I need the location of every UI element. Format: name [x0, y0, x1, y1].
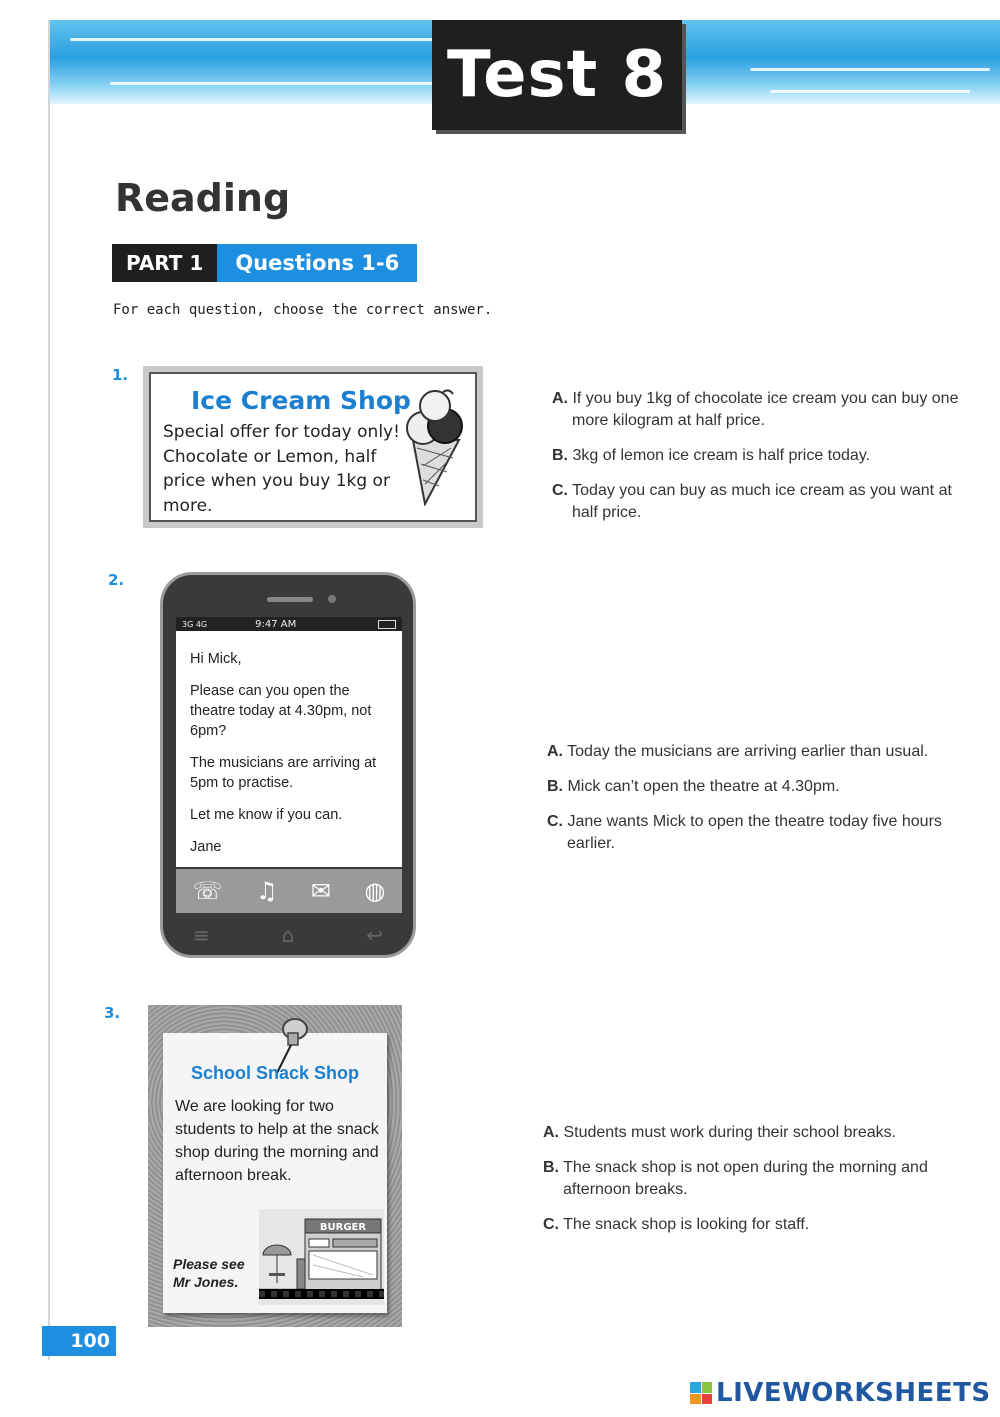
- globe-icon: ◍: [364, 877, 386, 905]
- phone-nav-bar: [193, 923, 383, 947]
- options-q2: [547, 741, 967, 868]
- test-title-box: [432, 20, 682, 130]
- logo-text: LIVEWORKSHEETS: [716, 1378, 991, 1408]
- part-label: PART 1: [112, 244, 217, 282]
- phone-status-bar: [176, 617, 402, 631]
- message-paragraph-2: The musicians are arriving at 5pm to practise.: [190, 755, 377, 791]
- phone-speaker: [267, 597, 313, 602]
- ice-cream-icon: [403, 388, 469, 506]
- test-title: Test 8: [446, 38, 668, 112]
- phone-screen: [176, 631, 402, 867]
- page-number: 100: [42, 1326, 116, 1356]
- question-number-1: 1.: [112, 366, 129, 384]
- option-b[interactable]: B. 3kg of lemon ice cream is half price today.: [552, 447, 871, 464]
- phone-camera: [328, 595, 336, 603]
- notice-text: Special offer for today only! Chocolate or Lemon, half price when you buy 1kg or more.: [163, 422, 400, 516]
- signal-icon: 3G 4G: [182, 619, 208, 629]
- instructions: For each question, choose the correct answer.: [113, 302, 493, 318]
- section-title: Reading: [115, 176, 291, 220]
- logo-mark-icon: [690, 1382, 712, 1404]
- snack-shop-notice: [163, 1033, 387, 1313]
- phone-message: [160, 572, 416, 958]
- option-b[interactable]: B. The snack shop is not open during the morning and afternoon breaks.: [543, 1159, 928, 1198]
- option-c[interactable]: C. Today you can buy as much ice cream as you want at half price.: [552, 482, 952, 521]
- phone-icon: ☏: [192, 877, 223, 905]
- home-icon: ⌂: [281, 923, 295, 947]
- notice-title: Ice Cream Shop: [191, 386, 411, 415]
- battery-icon: [378, 620, 396, 629]
- music-icon: ♫: [256, 877, 278, 905]
- option-c[interactable]: C. The snack shop is looking for staff.: [543, 1216, 810, 1233]
- question-number-3: 3.: [104, 1004, 121, 1022]
- option-c[interactable]: C. Jane wants Mick to open the theatre today five hours earlier.: [547, 813, 942, 852]
- message-paragraph-3: Let me know if you can.: [190, 807, 343, 823]
- menu-icon: ≡: [193, 923, 210, 947]
- questions-range: Questions 1-6: [217, 244, 417, 282]
- message-greeting: Hi Mick,: [190, 651, 242, 667]
- question-number-2: 2.: [108, 571, 125, 589]
- notice-board: [148, 1005, 402, 1327]
- phone-time: 9:47 AM: [255, 618, 297, 630]
- notice-title: School Snack Shop: [190, 1063, 360, 1083]
- part-tag: [112, 244, 417, 282]
- option-a[interactable]: A. Students must work during their school breaks.: [543, 1124, 897, 1141]
- page-edge: [48, 20, 50, 1360]
- notice-text: We are looking for two students to help at the snack shop during the morning and afternoon break.: [175, 1098, 379, 1184]
- phone-dock: [176, 869, 402, 913]
- snack-shop-illustration: [259, 1209, 384, 1305]
- option-a[interactable]: A. If you buy 1kg of chocolate ice cream you can buy one more kilogram at half price.: [552, 390, 959, 429]
- liveworksheets-logo: [690, 1378, 991, 1408]
- notice-contact: Please see Mr Jones.: [173, 1256, 245, 1290]
- options-q3: [543, 1122, 963, 1249]
- mail-icon: ✉: [310, 877, 331, 905]
- back-icon: ↩: [366, 923, 383, 947]
- message-paragraph-1: Please can you open the theatre today at 4.30pm, not 6pm?: [190, 683, 372, 739]
- text-message: [190, 649, 390, 869]
- options-q1: [552, 388, 962, 537]
- option-a[interactable]: A. Today the musicians are arriving earlier than usual.: [547, 743, 929, 760]
- message-signoff: Jane: [190, 839, 222, 855]
- svg-text:BURGER: BURGER: [319, 1222, 367, 1233]
- ice-cream-notice: [143, 366, 483, 528]
- option-b[interactable]: B. Mick can’t open the theatre at 4.30pm.: [547, 778, 840, 795]
